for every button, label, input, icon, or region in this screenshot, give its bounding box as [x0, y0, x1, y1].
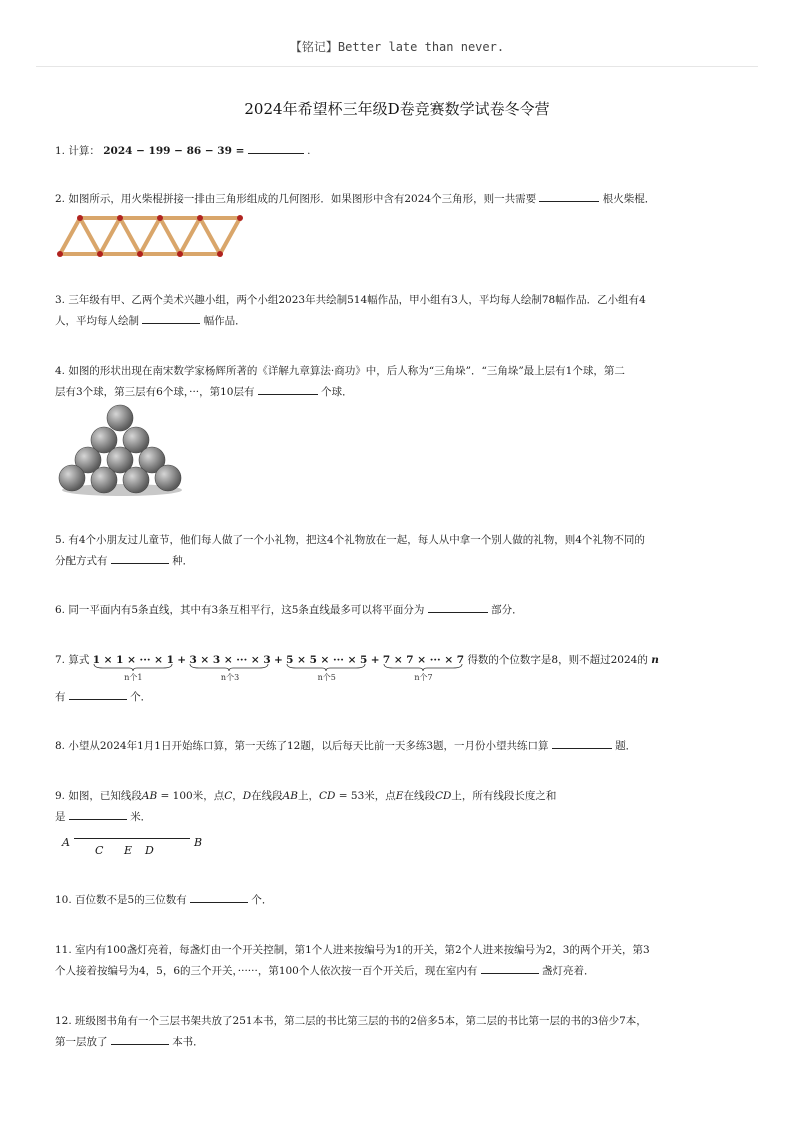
underbrace-term: [286, 650, 368, 682]
underbrace-label: n个5: [317, 673, 336, 682]
question-text: 题．: [615, 740, 637, 752]
underbrace-term: [382, 650, 465, 682]
answer-blank[interactable]: [539, 189, 599, 202]
question-text: = 100米，点: [157, 790, 225, 802]
question-number: 9.: [55, 790, 66, 802]
question-text: 分配方式有: [55, 555, 108, 567]
answer-blank[interactable]: [428, 600, 488, 613]
answer-blank[interactable]: [111, 1032, 169, 1045]
question-2: [55, 189, 655, 210]
segment-line: [74, 838, 190, 839]
question-number: 1.: [55, 145, 66, 157]
question-text: 算式: [68, 654, 90, 666]
question-text: 本书．: [172, 1036, 204, 1048]
variable-n: n: [651, 654, 659, 666]
question-text: 个人接着按编号为4，5，6的三个开关，······，第100个人依次按一百个开关后，现在室内有: [55, 965, 478, 977]
question-10: [55, 890, 272, 911]
point-d-label: D: [145, 844, 154, 857]
answer-blank[interactable]: [190, 890, 248, 903]
question-number: 8.: [55, 740, 66, 752]
ball-pyramid-image: [56, 402, 186, 498]
answer-blank[interactable]: [111, 551, 169, 564]
segment-label: AB: [282, 790, 298, 802]
segment-label: AB: [141, 790, 158, 802]
underbrace-label: n个3: [220, 673, 240, 682]
math-expression: 3 × 3 × ··· × 3: [189, 654, 271, 666]
plus-sign: +: [370, 654, 380, 666]
question-text: 小望从2024年1月1日开始练口算，第一天练了12题，以后每天比前一天多练3题，一月份小望共练口算: [68, 740, 549, 752]
page-header: 【铭记】Better late than never.: [289, 40, 505, 54]
plus-sign: +: [274, 654, 283, 666]
question-text: 班级图书角有一个三层书架共放了251本书，第二层的书比第三层的书的2倍多5本，第二层的书比第一层的书的3倍少7本，: [75, 1015, 647, 1027]
question-4: [55, 361, 755, 403]
question-5: [55, 530, 755, 572]
page-title: 2024年希望杯三年级D卷竞赛数学试卷冬令营: [244, 100, 550, 118]
question-text: 同一平面内有5条直线，其中有3条互相平行，这5条直线最多可以将平面分为: [68, 604, 425, 616]
question-text: 得数的个位数字是8，则不超过2024的: [467, 654, 648, 666]
question-text: 如图的形状出现在南宋数学家杨辉所著的《详解九章算法·商功》中，后人称为“三角垛”．“三角垛”最上层有1个球，第二: [68, 365, 625, 377]
question-text: 是: [55, 811, 66, 823]
question-text: 第一层放了: [55, 1036, 108, 1048]
header-divider: [36, 66, 758, 67]
question-7: [55, 650, 755, 708]
question-11: [55, 940, 755, 982]
question-9: [55, 786, 755, 828]
question-text: 有: [55, 691, 66, 703]
point-c-label: C: [95, 844, 104, 857]
answer-blank[interactable]: [69, 687, 127, 700]
underbrace-label: n个7: [414, 673, 433, 682]
question-number: 12.: [55, 1015, 72, 1027]
question-1: [55, 141, 310, 162]
segment-label: CD: [434, 790, 452, 802]
math-expression: 2024 − 199 − 86 − 39 =: [103, 145, 245, 157]
question-text: 在线段: [403, 790, 435, 802]
question-number: 6.: [55, 604, 66, 616]
point-b-label: B: [194, 836, 203, 849]
question-text: 如图，已知线段: [68, 790, 142, 802]
question-text: 个球．: [321, 386, 353, 398]
question-text: ，: [232, 790, 243, 802]
point-label: E: [395, 790, 404, 802]
question-text: 计算：: [68, 145, 100, 157]
question-text: 盏灯亮着．: [542, 965, 595, 977]
question-text: 根火柴棍．: [602, 193, 656, 205]
plus-sign: +: [177, 654, 187, 666]
question-text: 如图所示，用火柴棍拼接一排由三角形组成的几何图形．如果图形中含有2024个三角形，则一共需要: [68, 193, 537, 205]
matchstick-figure: [56, 212, 246, 260]
question-12: [55, 1011, 755, 1053]
question-number: 2.: [55, 193, 66, 205]
question-text: 种．: [172, 555, 194, 567]
question-text: 三年级有甲、乙两个美术兴趣小组，两个小组2023年共绘制514幅作品，甲小组有3人，平均每人绘制78幅作品．乙小组有4: [68, 294, 646, 306]
question-number: 3.: [55, 294, 66, 306]
question-text: 上，: [297, 790, 319, 802]
question-number: 7.: [55, 654, 66, 666]
point-label: C: [224, 790, 233, 802]
answer-blank[interactable]: [142, 311, 200, 324]
point-label: D: [242, 790, 252, 802]
question-text: 个．: [130, 691, 152, 703]
question-3: [55, 290, 755, 332]
underbrace-term: [189, 650, 271, 682]
underbrace-label: n个1: [124, 673, 143, 682]
question-6: [55, 600, 523, 621]
question-text: = 53米，点: [335, 790, 396, 802]
question-number: 4.: [55, 365, 66, 377]
answer-blank[interactable]: [481, 961, 539, 974]
math-expression: 5 × 5 × ··· × 5: [286, 654, 368, 666]
question-text: 个．: [251, 894, 273, 906]
question-number: 11.: [55, 944, 72, 956]
question-text: 在线段: [251, 790, 283, 802]
answer-blank[interactable]: [552, 736, 612, 749]
question-text: .: [307, 145, 311, 157]
answer-blank[interactable]: [248, 141, 304, 154]
point-e-label: E: [124, 844, 133, 857]
answer-blank[interactable]: [258, 382, 318, 395]
question-number: 5.: [55, 534, 66, 546]
math-expression: 7 × 7 × ··· × 7: [382, 654, 465, 666]
question-text: 层有3个球，第三层有6个球，···，第10层有: [55, 386, 255, 398]
question-text: 幅作品．: [203, 315, 246, 327]
math-expression: 1 × 1 × ··· × 1: [92, 654, 174, 666]
underbrace-term: [92, 650, 174, 682]
segment-figure: [62, 832, 212, 862]
question-text: 室内有100盏灯亮着，每盏灯由一个开关控制，第1个人进来按编号为1的开关，第2个人进来按编号为2，3的两个开关，第3: [75, 944, 650, 956]
answer-blank[interactable]: [69, 807, 127, 820]
question-text: 人，平均每人绘制: [55, 315, 139, 327]
question-text: 米．: [130, 811, 152, 823]
question-8: [55, 736, 636, 757]
point-a-label: A: [62, 836, 70, 849]
question-text: 上，所有线段长度之和: [451, 790, 557, 802]
segment-label: CD: [318, 790, 336, 802]
question-text: 有4个小朋友过儿童节，他们每人做了一个小礼物，把这4个礼物放在一起，每人从中拿一个别人做的礼物，则4个礼物不同的: [68, 534, 645, 546]
question-text: 百位数不是5的三位数有: [75, 894, 187, 906]
question-number: 10.: [55, 894, 72, 906]
question-text: 部分．: [491, 604, 523, 616]
